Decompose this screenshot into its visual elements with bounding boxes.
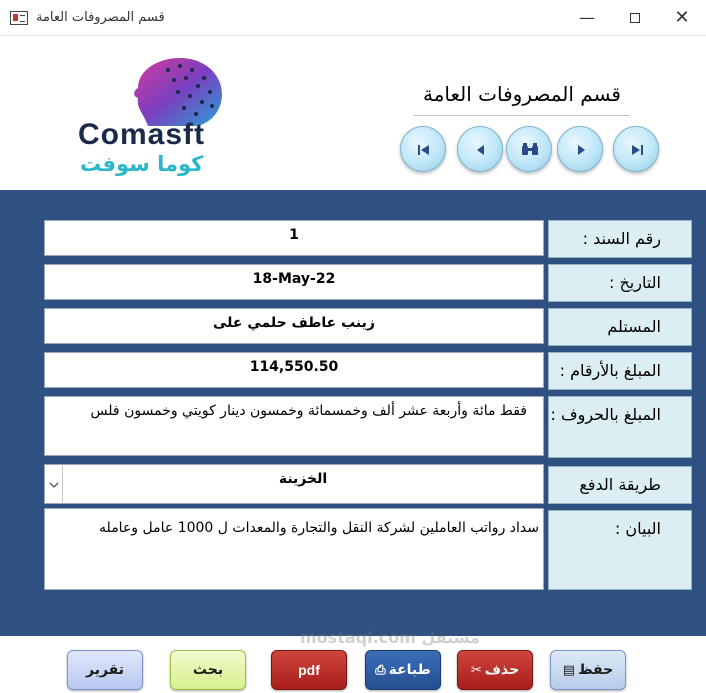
last-record-icon <box>627 140 647 160</box>
description-field[interactable]: سداد رواتب العاملين لشركة النقل والتجارة والمعدات ل 1000 عامل وعامله <box>44 508 544 590</box>
search-button-label: بحث <box>192 662 224 678</box>
amount-words-field[interactable]: فقط مائة وأربعة عشر ألف وخمسمائة وخمسون دينار كويتي وخمسون فلس <box>44 396 544 456</box>
previous-record-button[interactable] <box>457 126 503 172</box>
previous-record-icon <box>471 140 491 160</box>
first-record-button[interactable] <box>400 126 446 172</box>
print-button[interactable] <box>365 650 441 690</box>
window-title: قسم المصروفات العامة <box>36 10 165 25</box>
chevron-down-icon <box>49 481 59 489</box>
next-record-icon <box>571 140 591 160</box>
voucher-number-field[interactable]: 1 <box>44 220 544 256</box>
voucher-number-label: رقم السند : <box>548 220 692 258</box>
date-field[interactable]: 18-May-22 <box>44 264 544 300</box>
title-bar <box>0 0 706 36</box>
find-record-button[interactable] <box>506 126 552 172</box>
binoculars-icon <box>520 140 540 160</box>
save-icon: ▤ <box>562 663 576 678</box>
first-record-icon <box>414 140 434 160</box>
report-button-label: تقرير <box>85 662 124 678</box>
amount-words-label: المبلغ بالحروف : <box>548 396 692 458</box>
logo-english-text: Comasft <box>78 118 206 151</box>
minimize-button[interactable]: — <box>579 8 595 27</box>
search-button[interactable] <box>170 650 246 690</box>
watermark: مستقل mostaql.com <box>300 628 480 647</box>
save-button[interactable] <box>550 650 626 690</box>
combo-dropdown-button[interactable] <box>45 465 63 503</box>
recipient-field[interactable]: زينب عاطف حلمي على <box>44 308 544 344</box>
amount-numbers-label: المبلغ بالأرقام : <box>548 352 692 390</box>
amount-numbers-field[interactable]: 114,550.50 <box>44 352 544 388</box>
form-title: قسم المصروفات العامة <box>414 82 630 116</box>
print-button-label: طباعة <box>388 662 431 678</box>
logo-arabic-text: كوما سوفت <box>80 152 204 176</box>
maximize-icon <box>630 13 640 23</box>
report-button[interactable] <box>67 650 143 690</box>
delete-button-label: حذف <box>484 662 520 678</box>
payment-method-value: الخزينة <box>278 471 328 487</box>
pdf-button-label: pdf <box>298 662 320 678</box>
company-logo <box>78 56 246 176</box>
description-label: البيان : <box>548 510 692 590</box>
next-record-button[interactable] <box>557 126 603 172</box>
date-label: التاريخ : <box>548 264 692 302</box>
delete-button[interactable] <box>457 650 533 690</box>
pdf-button[interactable] <box>271 650 347 690</box>
form-icon <box>10 11 28 25</box>
close-button[interactable]: ✕ <box>674 7 690 28</box>
payment-method-label: طريقة الدفع <box>548 466 692 504</box>
last-record-button[interactable] <box>613 126 659 172</box>
delete-icon: ✂ <box>470 663 482 678</box>
recipient-label: المستلم <box>548 308 692 346</box>
form-detail-panel <box>0 190 706 636</box>
form-header <box>0 36 706 190</box>
save-button-label: حفظ <box>578 662 614 678</box>
maximize-button[interactable] <box>620 6 650 30</box>
payment-method-combo[interactable] <box>44 464 544 504</box>
printer-icon: ⎙ <box>375 663 386 678</box>
